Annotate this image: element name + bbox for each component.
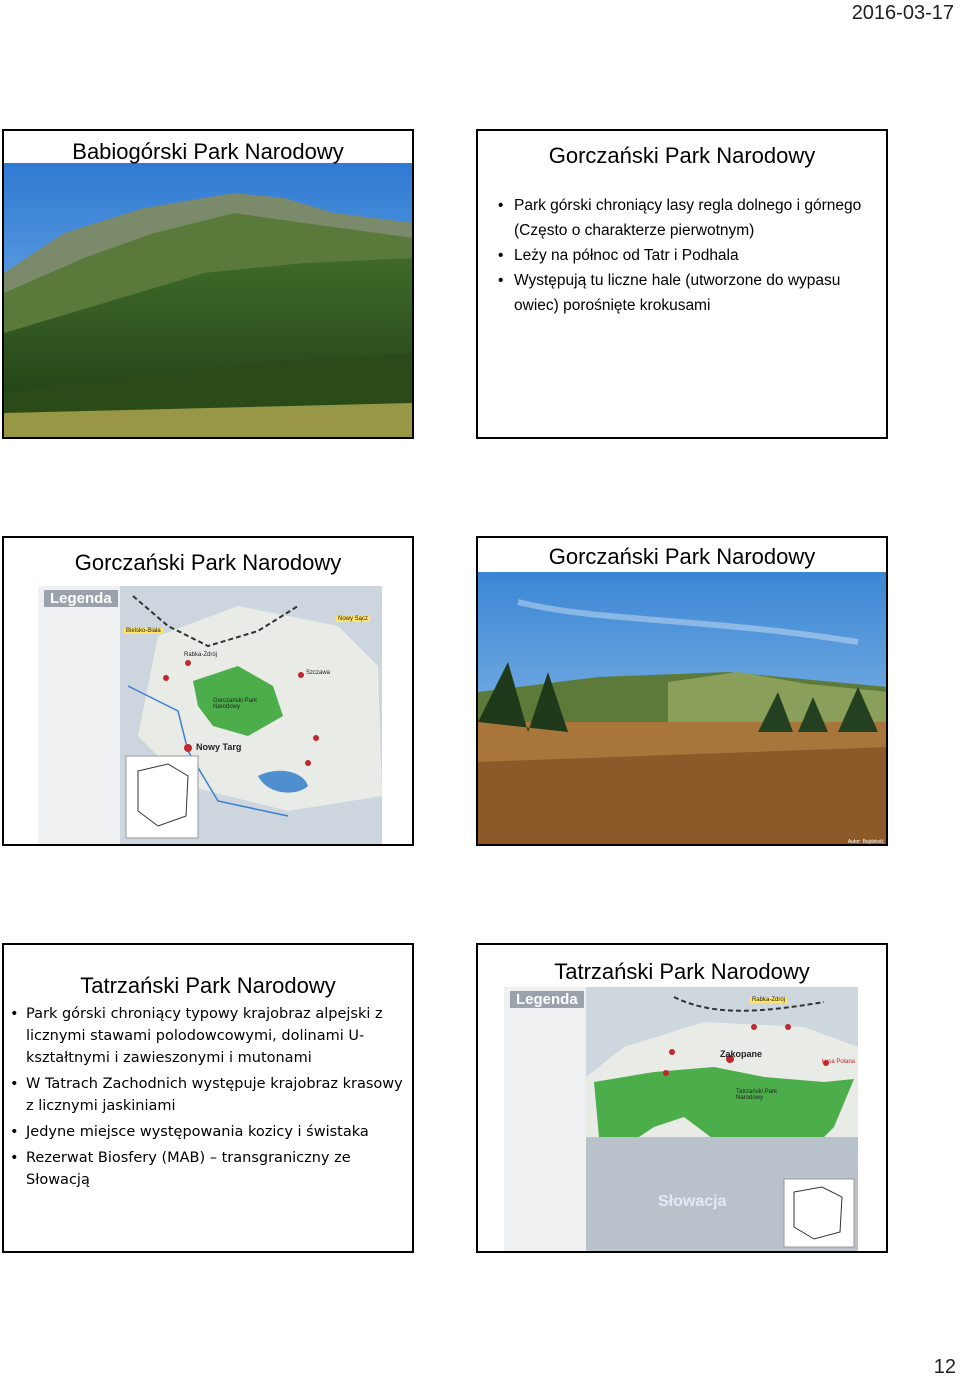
map-label-nowy-sacz: Nowy Sącz bbox=[338, 616, 369, 622]
bullet-list bbox=[496, 193, 878, 318]
map-label-rabka: Rabka-Zdrój bbox=[752, 997, 786, 1003]
slide-gorce-map bbox=[2, 536, 414, 846]
bullet-item: • Park górski chroniący typowy krajobraz alpejski z licznymi stawami polodowcowymi, dolinami U-kształtnymi i zawieszonymi i mutonami bbox=[8, 1003, 406, 1069]
bullet-item: • W Tatrach Zachodnich występuje krajobraz krasowy z licznymi jaskiniami bbox=[8, 1073, 406, 1117]
slide-title: Tatrzański Park Narodowy bbox=[554, 959, 810, 984]
photo-credit: Autor: Bajdzłość bbox=[847, 839, 884, 845]
map-label-nowy-targ: Nowy Targ bbox=[196, 742, 242, 752]
slide-title: Gorczański Park Narodowy bbox=[74, 550, 342, 575]
mountain-photo bbox=[4, 163, 414, 439]
map-label-park: Tatrzański Park Narodowy bbox=[736, 1089, 778, 1101]
map-label-zakopane: Zakopane bbox=[720, 1049, 763, 1059]
slide-title: Babiogórski Park Narodowy bbox=[72, 139, 344, 164]
legend-title: Legenda bbox=[44, 590, 118, 607]
slide-title: Tatrzański Park Narodowy bbox=[80, 973, 336, 998]
bullet-item: • Rezerwat Biosfery (MAB) – transgraniczny ze Słowacją bbox=[8, 1147, 406, 1191]
legend-title: Legenda bbox=[510, 991, 584, 1008]
bullet-list bbox=[8, 1003, 406, 1195]
slide-gorce-photo bbox=[476, 536, 888, 846]
map-tatry bbox=[504, 987, 858, 1251]
map-label-lysa-polana: Łysa Polana bbox=[822, 1059, 856, 1065]
slide-gorce-text bbox=[476, 129, 888, 439]
map-label-park: Gorczański Park Narodowy bbox=[213, 698, 258, 710]
slide-babia-gora bbox=[2, 129, 414, 439]
slide-title: Gorczański Park Narodowy bbox=[548, 544, 816, 569]
bullet-item: • Jedyne miejsce występowania kozicy i świstaka bbox=[8, 1121, 406, 1143]
meadow-photo bbox=[478, 572, 888, 846]
page-date: 2016-03-17 bbox=[851, 2, 954, 24]
map-label-bielsko: Bielsko-Biała bbox=[126, 628, 161, 634]
slide-tatry-text bbox=[2, 943, 414, 1253]
slide-tatry-map bbox=[476, 943, 888, 1253]
bullet-item: • Występują tu liczne hale (utworzone do wypasu owiec) porośnięte krokusami bbox=[496, 268, 878, 318]
bullet-item: • Leży na północ od Tatr i Podhala bbox=[496, 243, 878, 268]
map-label-szczawa: Szczawa bbox=[306, 670, 331, 676]
slide-title: Gorczański Park Narodowy bbox=[548, 143, 816, 168]
map-gorce bbox=[38, 586, 382, 844]
page-number: 12 bbox=[933, 1356, 956, 1378]
bullet-item: • Park górski chroniący lasy regla dolnego i górnego (Często o charakterze pierwotnym) bbox=[496, 193, 878, 243]
map-label-rabka: Rabka-Zdrój bbox=[184, 652, 218, 658]
map-label-slowacja: Słowacja bbox=[658, 1193, 727, 1210]
